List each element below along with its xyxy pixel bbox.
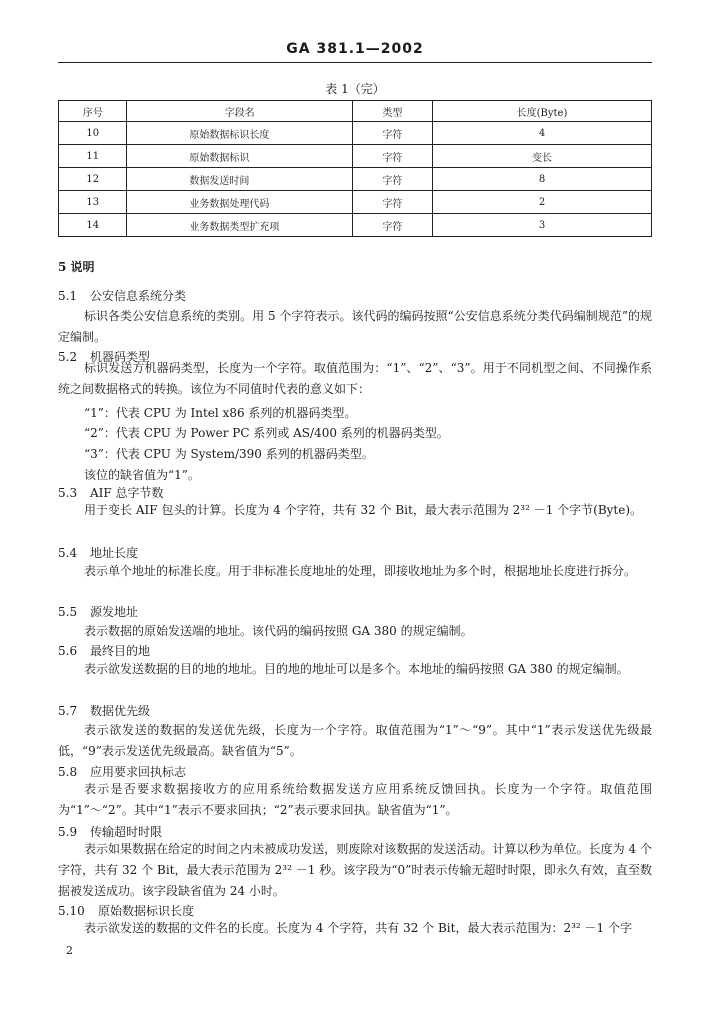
subsection-title: 最终目的地 bbox=[90, 644, 151, 658]
subsection-number: 5.9 bbox=[58, 825, 78, 839]
table-row bbox=[59, 145, 652, 168]
subsection-heading bbox=[58, 287, 186, 304]
subsection-title: 地址长度 bbox=[90, 546, 139, 560]
list-item: “1”：代表 CPU 为 Intel x86 系列的机器码类型。 bbox=[84, 406, 357, 420]
subsection-number: 5.8 bbox=[58, 765, 78, 779]
subsection-number: 5.6 bbox=[58, 644, 78, 658]
column-header: 序号 bbox=[59, 101, 127, 122]
table-cell: 8 bbox=[433, 168, 652, 191]
column-header: 字段名 bbox=[127, 101, 352, 122]
subsection-title: 原始数据标识长度 bbox=[98, 904, 195, 918]
table-cell: 12 bbox=[59, 168, 127, 191]
table-cell: 2 bbox=[433, 191, 652, 214]
section-title: 5 说明 bbox=[58, 260, 95, 274]
paragraph: 用于变长 AIF 包头的计算。长度为 4 个字符，共有 32 个 Bit，最大表示范围为 2³² －1 个字节(Byte)。 bbox=[84, 503, 643, 517]
table-cell: 10 bbox=[59, 122, 127, 145]
table-cell: 原始数据标识 bbox=[127, 145, 352, 168]
paragraph: 表示如果数据在给定的时间之内未被成功发送，则废除对该数据的发送活动。计算以秒为单位。长度为 4 个字符，共有 32 个 Bit，最大表示范围为 2³² －1 秒。该字段为“0”时表示传输无超时时限，即永久有效，直至数据被发送成功。该字段缺省值为 24 小时。 bbox=[58, 842, 652, 898]
table-cell: 13 bbox=[59, 191, 127, 214]
subsection-title: 传输超时时限 bbox=[90, 825, 163, 839]
paragraph: 标识发送方机器码类型，长度为一个字符。取值范围为：“1”、“2”、“3”。用于不同机型之间、不同操作系统之间数据格式的转换。该位为不同值时代表的意义如下： bbox=[58, 361, 652, 396]
subsection-title: AIF 总字节数 bbox=[90, 486, 164, 500]
table-cell: 数据发送时间 bbox=[127, 168, 352, 191]
table-cell: 字符 bbox=[352, 145, 432, 168]
subsection-number: 5.4 bbox=[58, 546, 78, 560]
table-cell: 变长 bbox=[433, 145, 652, 168]
table-cell: 14 bbox=[59, 214, 127, 237]
table-cell: 原始数据标识长度 bbox=[127, 122, 352, 145]
table-row bbox=[59, 191, 652, 214]
table-row bbox=[59, 168, 652, 191]
field-table bbox=[58, 100, 652, 237]
paragraph: 表示数据的原始发送端的地址。该代码的编码按照 GA 380 的规定编制。 bbox=[84, 624, 473, 638]
subsection-heading bbox=[58, 603, 138, 620]
list-item: “2”：代表 CPU 为 Power PC 系列或 AS/400 系列的机器码类型。 bbox=[84, 426, 449, 440]
subsection-heading bbox=[58, 763, 186, 780]
paragraph: 表示是否要求数据接收方的应用系统给数据发送方应用系统反馈回执。长度为一个字符。取值范围为“1”～“2”。其中“1”表示不要求回执；“2”表示要求回执。缺省值为“1”。 bbox=[58, 782, 652, 817]
subsection-heading bbox=[58, 702, 150, 719]
subsection-heading bbox=[58, 902, 194, 919]
table-cell: 业务数据处理代码 bbox=[127, 191, 352, 214]
paragraph: 表示欲发送数据的目的地的地址。目的地的地址可以是多个。本地址的编码按照 GA 380 的规定编制。 bbox=[84, 662, 629, 676]
subsection-title: 机器码类型 bbox=[90, 350, 151, 364]
column-header: 类型 bbox=[352, 101, 432, 122]
table-caption: 表 1（完） bbox=[325, 82, 385, 96]
subsection-number: 5.1 bbox=[58, 289, 78, 303]
table-row bbox=[59, 122, 652, 145]
table-cell: 4 bbox=[433, 122, 652, 145]
subsection-title: 源发地址 bbox=[90, 605, 139, 619]
list-item: 该位的缺省值为“1”。 bbox=[84, 468, 200, 482]
subsection-number: 5.5 bbox=[58, 605, 78, 619]
subsection-heading bbox=[58, 823, 162, 840]
subsection-title: 公安信息系统分类 bbox=[90, 289, 187, 303]
subsection-number: 5.7 bbox=[58, 704, 78, 718]
paragraph: 表示欲发送的数据的文件名的长度。长度为 4 个字符，共有 32 个 Bit，最大表示范围为：2³² －1 个字 bbox=[84, 921, 632, 935]
header-rule bbox=[58, 62, 652, 63]
subsection-title: 应用要求回执标志 bbox=[90, 765, 187, 779]
table-cell: 11 bbox=[59, 145, 127, 168]
table-header-row bbox=[59, 101, 652, 122]
table-cell: 字符 bbox=[352, 168, 432, 191]
subsection-number: 5.10 bbox=[58, 904, 85, 918]
list-item: “3”：代表 CPU 为 System/390 系列的机器码类型。 bbox=[84, 447, 374, 461]
table-cell: 3 bbox=[433, 214, 652, 237]
column-header: 长度(Byte) bbox=[433, 101, 652, 122]
subsection-title: 数据优先级 bbox=[90, 704, 151, 718]
paragraph: 标识各类公安信息系统的类别。用 5 个字符表示。该代码的编码按照“公安信息系统分类代码编制规范”的规定编制。 bbox=[58, 309, 652, 344]
table-cell: 字符 bbox=[352, 191, 432, 214]
page-number: 2 bbox=[66, 944, 73, 957]
page-header: GA 381.1—2002 bbox=[286, 41, 424, 57]
paragraph: 表示单个地址的标准长度。用于非标准长度地址的处理，即接收地址为多个时，根据地址长度进行拆分。 bbox=[84, 564, 637, 578]
table-cell: 字符 bbox=[352, 214, 432, 237]
subsection-heading bbox=[58, 484, 164, 501]
subsection-number: 5.2 bbox=[58, 350, 78, 364]
paragraph: 表示欲发送的数据的发送优先级，长度为一个字符。取值范围为“1”～“9”。其中“1”表示发送优先级最低，“9”表示发送优先级最高。缺省值为“5”。 bbox=[58, 723, 652, 758]
subsection-heading bbox=[58, 642, 150, 659]
table-cell: 业务数据类型扩充项 bbox=[127, 214, 352, 237]
subsection-number: 5.3 bbox=[58, 486, 78, 500]
table-cell: 字符 bbox=[352, 122, 432, 145]
table-row bbox=[59, 214, 652, 237]
subsection-heading bbox=[58, 544, 138, 561]
